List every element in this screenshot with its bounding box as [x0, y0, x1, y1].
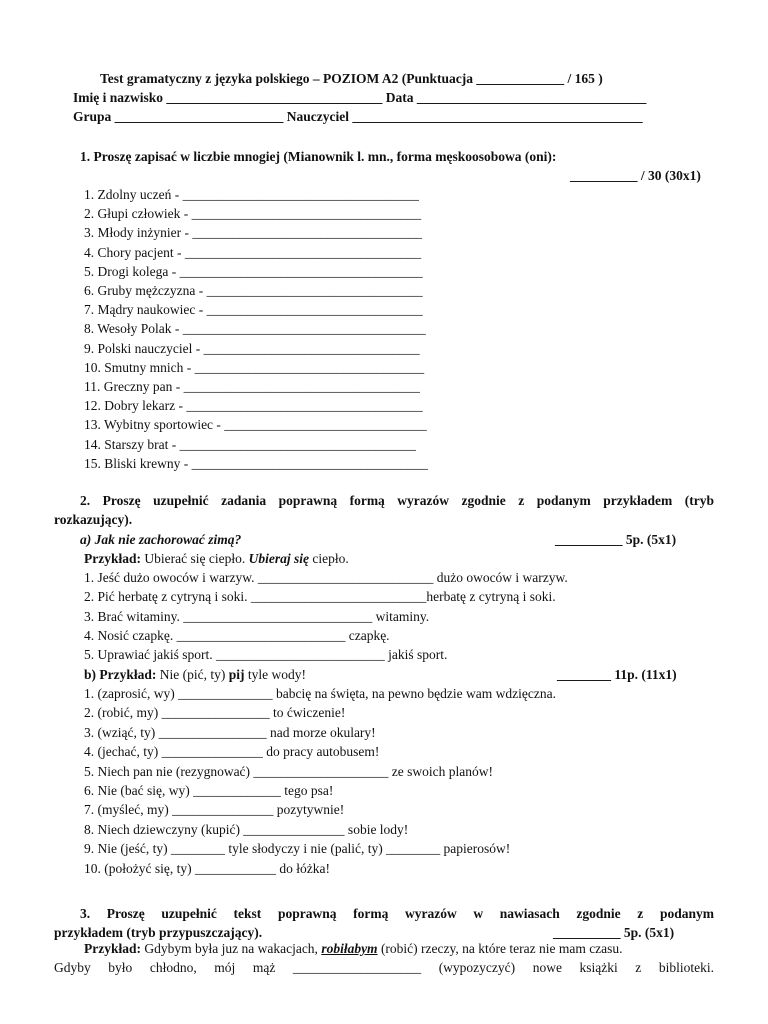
list-item: 2. (robić, my) ________________ to ćwiczenie!	[84, 705, 346, 721]
title-word: uzupełnić	[161, 906, 217, 921]
section2-title-line1	[80, 492, 714, 509]
title-word: zgodnie	[461, 493, 506, 508]
list-item: 5. Niech pan nie (rezygnować) ____________________ ze swoich planów!	[84, 763, 494, 779]
title-word: podanym	[536, 493, 591, 508]
section2b-label: b) Przykład:	[84, 667, 157, 682]
title-word: (tryb	[684, 493, 714, 508]
section3-title-line1	[80, 905, 714, 922]
section2a-title: a) Jak nie zachorować zimą?	[80, 532, 242, 547]
group-teacher-line: Grupa _________________________ Nauczyciel ___________________________________________	[73, 109, 643, 124]
example-label: Przykład:	[84, 551, 141, 566]
list-item: 10. Smutny mnich - __________________________________	[84, 359, 425, 375]
title-word: 2.	[80, 493, 91, 508]
title-word: 3.	[80, 906, 91, 921]
section3-title-line2: przykładem (tryb przypuszczający).	[54, 925, 263, 940]
title-word: Proszę	[102, 493, 141, 508]
list-item: 5. Drogi kolega - ____________________________________	[84, 263, 423, 279]
title-word: przykładem	[603, 493, 673, 508]
text-word: mąż	[252, 960, 276, 975]
example-end: ciepło.	[308, 551, 349, 566]
list-item: 8. Niech dziewczyny (kupić) _______________ sobie lody!	[84, 821, 409, 837]
section3-example	[84, 940, 623, 957]
list-item: 1. Jeść dużo owoców i warzyw. __________________________ dużo owoców i warzyw.	[84, 570, 568, 585]
section2b-score: ________ 11p. (11x1)	[557, 667, 677, 682]
section3-score: __________ 5p. (5x1)	[553, 925, 675, 940]
text-word: z	[635, 960, 642, 975]
text-word: Gdyby	[54, 960, 91, 975]
text-word: książki	[579, 960, 618, 975]
section2b-text: Nie (pić, ty)	[156, 667, 229, 682]
test-title: Test gramatyczny z języka polskiego – POZIOM A2 (Punktuacja _____________ / 165 )	[100, 71, 603, 86]
list-item: 3. (wziąć, ty) ________________ nad morze okulary!	[84, 724, 376, 740]
list-item: 3. Młody inżynier - __________________________________	[84, 225, 422, 241]
title-word: zgodnie	[576, 906, 621, 921]
section3-example-label: Przykład:	[84, 941, 141, 956]
title-word: poprawną	[278, 493, 338, 508]
title-word: poprawną	[277, 906, 337, 921]
title-word: wyrazów	[397, 493, 450, 508]
section2-title-line2: rozkazujący).	[54, 512, 133, 527]
list-item: 7. Mądry naukowiec - ________________________________	[84, 302, 423, 318]
section1-title: 1. Proszę zapisać w liczbie mnogiej (Mianownik l. mn., forma męskoosobowa (oni):	[80, 149, 557, 164]
section2b-end: tyle wody!	[244, 667, 306, 682]
title-word: formą	[349, 493, 385, 508]
section1-score: __________ / 30 (30x1)	[570, 168, 701, 183]
section3-example-answer: robiłabym	[321, 941, 378, 956]
list-item: 8. Wesoły Polak - ____________________________________	[84, 321, 426, 337]
list-item: 13. Wybitny sportowiec - ______________________________	[84, 417, 427, 433]
section2a-score: __________ 5p. (5x1)	[555, 532, 677, 547]
list-item: 2. Pić herbatę z cytryną i soki. __________________________herbatę z cytryną i soki.	[84, 589, 556, 605]
list-item: 4. (jechać, ty) _______________ do pracy autobusem!	[84, 744, 380, 760]
list-item: 5. Uprawiać jakiś sport. _________________________ jakiś sport.	[84, 647, 448, 663]
text-word: nowe	[532, 960, 562, 975]
text-word: biblioteki.	[658, 960, 714, 975]
section2b-answer: pij	[228, 667, 245, 682]
example-answer: Ubieraj się	[248, 551, 309, 566]
title-word: nawiasach	[499, 906, 560, 921]
text-word: było	[108, 960, 133, 975]
section3-text-line	[54, 959, 714, 976]
list-item: 1. Zdolny uczeń - ___________________________________	[84, 187, 419, 202]
list-item: 15. Bliski krewny - ___________________________________	[84, 455, 428, 471]
title-word: formą	[353, 906, 389, 921]
section2a-example	[84, 550, 349, 567]
text-word: ___________________	[292, 960, 422, 975]
list-item: 6. Nie (bać się, wy) _____________ tego psa!	[84, 783, 334, 798]
title-word: zadania	[221, 493, 267, 508]
list-item: 6. Gruby mężczyzna - ________________________________	[84, 283, 423, 298]
title-word: tekst	[233, 906, 262, 921]
list-item: 3. Brać witaminy. ____________________________ witaminy.	[84, 608, 430, 624]
text-word: (wypozyczyć)	[438, 960, 516, 975]
list-item: 4. Nosić czapkę. _________________________ czapkę.	[84, 627, 390, 643]
section3-example-text: Gdybym była juz na wakacjach,	[141, 941, 322, 956]
title-word: podanym	[659, 906, 714, 921]
section2b-example	[84, 666, 306, 683]
text-word: mój	[214, 960, 236, 975]
name-date-line: Imię i nazwisko ________________________________ Data __________________________________	[73, 90, 647, 105]
list-item: 2. Głupi człowiek - __________________________________	[84, 206, 422, 222]
list-item: 11. Greczny pan - ___________________________________	[84, 379, 420, 394]
list-item: 12. Dobry lekarz - ___________________________________	[84, 398, 423, 414]
text-word: chłodno,	[149, 960, 197, 975]
title-word: Proszę	[106, 906, 145, 921]
example-text: Ubierać się ciepło.	[141, 551, 249, 566]
title-word: uzupełnić	[153, 493, 209, 508]
list-item: 9. Polski nauczyciel - ________________________________	[84, 340, 420, 356]
section3-example-end: (robić) rzeczy, na które teraz nie mam czasu.	[377, 941, 623, 956]
list-item: 1. (zaprosić, wy) ______________ babcię na święta, na pewno będzie wam wdzięczna.	[84, 686, 556, 701]
list-item: 14. Starszy brat - ___________________________________	[84, 436, 416, 452]
list-item: 7. (myśleć, my) _______________ pozytywnie!	[84, 802, 345, 818]
title-word: z	[518, 493, 525, 508]
title-word: wyrazów	[404, 906, 457, 921]
list-item: 9. Nie (jeść, ty) ________ tyle słodyczy i nie (palić, ty) ________ papierosów!	[84, 841, 511, 857]
title-word: z	[637, 906, 644, 921]
title-word: w	[473, 906, 484, 921]
list-item: 10. (położyć się, ty) ____________ do łóżka!	[84, 860, 330, 876]
list-item: 4. Chory pacjent - ___________________________________	[84, 244, 422, 260]
